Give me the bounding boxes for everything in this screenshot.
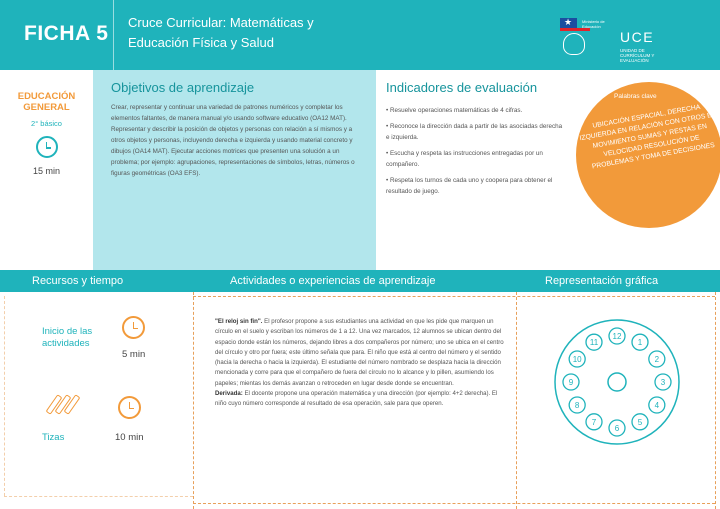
resources-panel	[0, 292, 193, 509]
graphic-heading: Representación gráfica	[545, 275, 659, 287]
clock-number: 7	[591, 417, 597, 427]
star-icon: ★	[564, 17, 573, 27]
indicator-item: • Respeta los turnos de cada uno y coopera para obtener el resultado de juego.	[386, 177, 553, 195]
objectives-panel	[93, 70, 376, 270]
derivada-label: Derivada:	[215, 390, 243, 398]
activities-heading: Actividades o experiencias de aprendizaje	[230, 275, 436, 287]
clock-number: 3	[660, 378, 666, 387]
objectives-title: Objetivos de aprendizaje	[111, 80, 255, 95]
graphic-panel	[516, 292, 720, 509]
government-logo	[560, 18, 606, 60]
section-band	[0, 270, 720, 292]
emblem-icon	[563, 33, 585, 55]
indicator-item: • Escucha y respeta las instrucciones entregadas por un compañero.	[386, 150, 543, 168]
start-activities-label: Inicio de las actividades	[42, 326, 93, 349]
education-level	[0, 91, 93, 113]
activity-description: El profesor propone a sus estudiantes una actividad en que les pide que marquen un círculo en el suelo y escriban los números de 1 a 12. Una vez marcados, 12 alumnos se ubican dentro del espacio donde están los números, dejando libres a dos compañeros por número; uno se ubica en el centro del círculo y otro por fuera; este último señala que para. El niño que está al centro del número y el sentido (hacia la derecha o hacia la izquierda). El estudiante del número nombrado se desplaza hacia la dirección mencionada y corre para que el compañero de fuera del círculo no lo alcance y lo pillen, asumiendo los papeles; mientas los demás avanzan o retroceden en lugar desde donde se encuentran.	[215, 318, 504, 387]
clock-number: 2	[654, 355, 660, 364]
clock-number: 9	[568, 378, 574, 387]
uce-subtitle: UNIDAD DE CURRÍCULUM Y EVALUACIÓN	[620, 48, 655, 63]
chalk-label: Tizas	[42, 432, 65, 443]
clock-number: 8	[574, 401, 580, 410]
title-line-2: Educación Física y Salud	[128, 35, 274, 50]
derivada-text: El docente propone una operación matemática y una dirección (por ejemplo: 4+2 derecha). El niño cuyo número corresponde al resultado de esa operación, sale para que operen.	[215, 390, 498, 408]
uce-text: UCE	[620, 29, 655, 45]
clock-number: 4	[654, 401, 660, 410]
activity-text	[215, 317, 505, 445]
clock-icon	[36, 136, 58, 158]
level-line-2: GENERAL	[23, 102, 70, 113]
uce-logo	[620, 18, 710, 62]
objectives-text: Crear, representar y continuar una variedad de patrones numéricos y completar los elementos faltantes, de manera manual y/o usando software educativo (OA12 MAT). Representar y describir la posición de objetos y personas con relación a sí mismos y a otros objetos y personas, incluyendo derecha e izquierda y usando material concreto y dibujos (OA14 MAT). Ejecutar acciones motrices que presenten una solución a un problema; por ejemplo: agrupaciones, representaciones de símbolos, letras, números o figuras geométricas (OA3 EFS).	[111, 104, 355, 177]
keywords-panel	[566, 70, 720, 270]
clock-diagram	[516, 292, 720, 509]
level-line-1: EDUCACIÓN	[17, 91, 76, 102]
total-time: 15 min	[32, 166, 60, 176]
title-line-1: Cruce Curricular: Matemáticas y	[128, 15, 314, 30]
indicators-panel	[376, 70, 566, 270]
activity-panel	[193, 292, 516, 509]
clock-number: 10	[572, 355, 582, 364]
grade-label: 2° básico	[31, 119, 62, 128]
clock-number: 11	[589, 338, 599, 348]
start-time: 5 min	[122, 349, 146, 360]
page-title	[128, 13, 314, 53]
resources-heading: Recursos y tiempo	[32, 275, 124, 287]
clock-number: 5	[637, 417, 643, 427]
header-divider	[113, 0, 114, 70]
keywords-text: UBICACIÓN ESPACIAL, DERECHA IZQUIERDA EN RELACIÓN CON OTROS EN MOVIMIENTO SUMAS Y RESTAS EN VELOCIDAD RESOLUCIÓN DE PROBLEMAS Y TOMA DE DECISIONES	[579, 103, 718, 171]
clock-number: 12	[612, 332, 622, 341]
clock-number: 1	[637, 338, 643, 348]
chalk-icon	[47, 393, 81, 417]
clock-numbers	[563, 328, 671, 436]
header-band	[0, 0, 720, 70]
indicator-item: • Resuelve operaciones matemáticas de 4 cifras.	[386, 107, 523, 114]
level-column	[0, 70, 93, 270]
clock-icon	[118, 396, 141, 419]
clock-icon	[122, 316, 145, 339]
chalk-time: 10 min	[115, 432, 144, 443]
indicators-title: Indicadores de evaluación	[386, 80, 538, 95]
activity-title: "El reloj sin fin".	[215, 318, 263, 325]
clock-number: 6	[614, 424, 620, 433]
ficha-number: FICHA 5	[24, 22, 109, 45]
center-circle	[608, 373, 626, 391]
keywords-title: Palabras clave	[614, 93, 657, 100]
gov-logo-text: Ministerio de Educación	[582, 19, 605, 29]
indicator-item: • Reconoce la dirección dada a partir de las asociadas derecha e izquierda.	[386, 123, 563, 141]
